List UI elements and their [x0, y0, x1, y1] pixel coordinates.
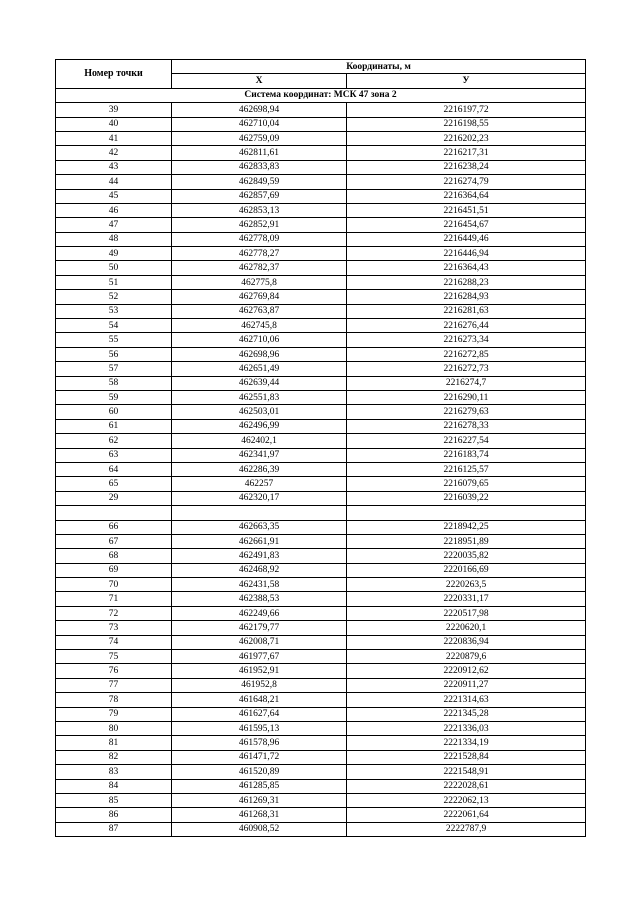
y-coordinate-cell: 2220879,6	[347, 650, 586, 664]
x-coordinate-cell: 462320,17	[172, 491, 347, 505]
x-coordinate-cell: 460908,52	[172, 822, 347, 836]
y-coordinate-cell: 2218951,89	[347, 534, 586, 548]
table-row	[56, 750, 586, 764]
table-row	[56, 131, 586, 145]
y-coordinate-cell: 2216364,64	[347, 189, 586, 203]
table-row	[56, 146, 586, 160]
y-coordinate-cell: 2216125,57	[347, 462, 586, 476]
point-number-cell: 50	[56, 261, 172, 275]
x-coordinate-cell: 462710,06	[172, 333, 347, 347]
point-number-cell: 46	[56, 203, 172, 217]
point-number-cell: 59	[56, 390, 172, 404]
point-number-cell: 70	[56, 578, 172, 592]
x-coordinate-cell: 461952,8	[172, 678, 347, 692]
y-coordinate-cell: 2221314,63	[347, 693, 586, 707]
x-coordinate-cell: 462778,09	[172, 232, 347, 246]
x-coordinate-cell: 462811,61	[172, 146, 347, 160]
y-coordinate-cell: 2216288,23	[347, 275, 586, 289]
x-coordinate-cell: 461627,64	[172, 707, 347, 721]
table-row	[56, 678, 586, 692]
x-coordinate-cell: 462852,91	[172, 218, 347, 232]
y-coordinate-cell: 2216284,93	[347, 290, 586, 304]
y-coordinate-cell: 2216202,23	[347, 131, 586, 145]
table-row	[56, 448, 586, 462]
table-row	[56, 578, 586, 592]
point-number-cell: 43	[56, 160, 172, 174]
point-number-cell: 29	[56, 491, 172, 505]
empty-cell	[347, 506, 586, 520]
y-coordinate-cell: 2220331,17	[347, 592, 586, 606]
empty-cell	[56, 506, 172, 520]
x-coordinate-cell: 462661,91	[172, 534, 347, 548]
table-row	[56, 275, 586, 289]
y-coordinate-cell: 2222061,64	[347, 808, 586, 822]
point-number-cell: 72	[56, 606, 172, 620]
y-coordinate-cell: 2216197,72	[347, 103, 586, 117]
x-coordinate-cell: 462857,69	[172, 189, 347, 203]
point-number-cell: 47	[56, 218, 172, 232]
x-coordinate-cell: 462286,39	[172, 462, 347, 476]
x-coordinate-cell: 462503,01	[172, 405, 347, 419]
y-coordinate-cell: 2221548,91	[347, 765, 586, 779]
point-number-cell: 83	[56, 765, 172, 779]
y-coordinate-cell: 2216183,74	[347, 448, 586, 462]
y-coordinate-cell: 2216446,94	[347, 247, 586, 261]
table-row	[56, 347, 586, 361]
x-coordinate-cell: 461977,67	[172, 650, 347, 664]
point-number-cell: 67	[56, 534, 172, 548]
y-coordinate-cell: 2216279,63	[347, 405, 586, 419]
x-coordinate-cell: 462402,1	[172, 434, 347, 448]
point-number-cell: 52	[56, 290, 172, 304]
x-coordinate-cell: 462431,58	[172, 578, 347, 592]
point-number-cell: 68	[56, 549, 172, 563]
y-coordinate-cell: 2216281,63	[347, 304, 586, 318]
point-number-cell: 65	[56, 477, 172, 491]
x-coordinate-cell: 462775,8	[172, 275, 347, 289]
y-coordinate-cell: 2216273,34	[347, 333, 586, 347]
table-row	[56, 462, 586, 476]
point-number-cell: 40	[56, 117, 172, 131]
point-number-cell: 39	[56, 103, 172, 117]
y-coordinate-cell: 2216274,7	[347, 376, 586, 390]
y-coordinate-cell: 2220166,69	[347, 563, 586, 577]
table-row	[56, 765, 586, 779]
point-number-cell: 53	[56, 304, 172, 318]
x-coordinate-cell: 462833,83	[172, 160, 347, 174]
x-coordinate-cell: 461285,85	[172, 779, 347, 793]
point-number-cell: 51	[56, 275, 172, 289]
y-coordinate-cell: 2220517,98	[347, 606, 586, 620]
y-coordinate-cell: 2216272,73	[347, 362, 586, 376]
point-number-cell: 73	[56, 621, 172, 635]
point-number-cell: 85	[56, 793, 172, 807]
y-coordinate-cell: 2220035,82	[347, 549, 586, 563]
x-coordinate-cell: 462388,53	[172, 592, 347, 606]
y-coordinate-cell: 2221334,19	[347, 736, 586, 750]
table-row	[56, 779, 586, 793]
x-coordinate-cell: 461268,31	[172, 808, 347, 822]
coordinates-header: Координаты, м	[172, 60, 586, 74]
table-row	[56, 664, 586, 678]
table-row	[56, 534, 586, 548]
point-number-cell: 56	[56, 347, 172, 361]
point-number-cell: 58	[56, 376, 172, 390]
point-number-cell: 57	[56, 362, 172, 376]
x-coordinate-cell: 462491,83	[172, 549, 347, 563]
y-coordinate-cell: 2222787,9	[347, 822, 586, 836]
table-row	[56, 563, 586, 577]
point-number-cell: 48	[56, 232, 172, 246]
y-coordinate-cell: 2220836,94	[347, 635, 586, 649]
point-number-cell: 63	[56, 448, 172, 462]
x-coordinate-cell: 462341,97	[172, 448, 347, 462]
y-coordinate-cell: 2222028,61	[347, 779, 586, 793]
y-coordinate-cell: 2220263,5	[347, 578, 586, 592]
table-row	[56, 261, 586, 275]
point-number-cell: 77	[56, 678, 172, 692]
x-coordinate-cell: 462551,83	[172, 390, 347, 404]
y-coordinate-cell: 2216227,54	[347, 434, 586, 448]
table-row	[56, 707, 586, 721]
y-coordinate-cell: 2216290,11	[347, 390, 586, 404]
y-coordinate-cell: 2216451,51	[347, 203, 586, 217]
point-number-cell: 84	[56, 779, 172, 793]
coordinate-system-label: Система координат: МСК 47 зона 2	[56, 88, 586, 102]
point-number-cell: 71	[56, 592, 172, 606]
point-number-cell: 86	[56, 808, 172, 822]
x-coordinate-cell: 462257	[172, 477, 347, 491]
table-row	[56, 491, 586, 505]
x-coordinate-cell: 462249,66	[172, 606, 347, 620]
table-row	[56, 549, 586, 563]
x-coordinate-cell: 462782,37	[172, 261, 347, 275]
table-row	[56, 721, 586, 735]
table-row	[56, 290, 586, 304]
y-coordinate-cell: 2222062,13	[347, 793, 586, 807]
table-row	[56, 376, 586, 390]
table-row	[56, 808, 586, 822]
y-coordinate-cell: 2221528,84	[347, 750, 586, 764]
y-coordinate-cell: 2216039,22	[347, 491, 586, 505]
table-row	[56, 218, 586, 232]
x-coordinate-cell: 462769,84	[172, 290, 347, 304]
y-coordinate-cell: 2216454,67	[347, 218, 586, 232]
point-number-cell: 49	[56, 247, 172, 261]
x-coordinate-cell: 461648,21	[172, 693, 347, 707]
table-row	[56, 822, 586, 836]
y-coordinate-cell: 2216276,44	[347, 319, 586, 333]
table-row	[56, 606, 586, 620]
point-number-cell: 42	[56, 146, 172, 160]
point-number-cell: 44	[56, 175, 172, 189]
point-number-cell: 69	[56, 563, 172, 577]
table-row	[56, 434, 586, 448]
x-coordinate-cell: 462639,44	[172, 376, 347, 390]
table-row	[56, 477, 586, 491]
table-row	[56, 736, 586, 750]
x-coordinate-cell: 462468,92	[172, 563, 347, 577]
table-row	[56, 319, 586, 333]
x-coordinate-cell: 462763,87	[172, 304, 347, 318]
table-row	[56, 635, 586, 649]
point-number-cell: 79	[56, 707, 172, 721]
table-row	[56, 160, 586, 174]
y-column-header: У	[347, 74, 586, 88]
x-coordinate-cell: 461520,89	[172, 765, 347, 779]
point-number-cell: 87	[56, 822, 172, 836]
y-coordinate-cell: 2216238,24	[347, 160, 586, 174]
point-number-cell: 76	[56, 664, 172, 678]
group-separator-row	[56, 506, 586, 520]
point-number-cell: 54	[56, 319, 172, 333]
table-row	[56, 390, 586, 404]
x-coordinate-cell: 462698,94	[172, 103, 347, 117]
y-coordinate-cell: 2220912,62	[347, 664, 586, 678]
table-row	[56, 621, 586, 635]
point-number-cell: 64	[56, 462, 172, 476]
x-coordinate-cell: 462759,09	[172, 131, 347, 145]
x-coordinate-cell: 462745,8	[172, 319, 347, 333]
point-number-cell: 61	[56, 419, 172, 433]
table-row	[56, 405, 586, 419]
coordinates-table	[55, 59, 586, 837]
x-coordinate-cell: 462179,77	[172, 621, 347, 635]
table-row	[56, 247, 586, 261]
table-row	[56, 117, 586, 131]
x-coordinate-cell: 461578,96	[172, 736, 347, 750]
x-coordinate-cell: 461471,72	[172, 750, 347, 764]
y-coordinate-cell: 2216364,43	[347, 261, 586, 275]
table-row	[56, 333, 586, 347]
point-number-header: Номер точки	[56, 60, 172, 89]
y-coordinate-cell: 2216079,65	[347, 477, 586, 491]
table-row	[56, 203, 586, 217]
table-row	[56, 650, 586, 664]
point-number-cell: 62	[56, 434, 172, 448]
y-coordinate-cell: 2216274,79	[347, 175, 586, 189]
x-coordinate-cell: 462651,49	[172, 362, 347, 376]
table-row	[56, 304, 586, 318]
point-number-cell: 82	[56, 750, 172, 764]
point-number-cell: 81	[56, 736, 172, 750]
x-column-header: X	[172, 74, 347, 88]
y-coordinate-cell: 2216272,85	[347, 347, 586, 361]
point-number-cell: 66	[56, 520, 172, 534]
table-row	[56, 362, 586, 376]
y-coordinate-cell: 2218942,25	[347, 520, 586, 534]
y-coordinate-cell: 2221345,28	[347, 707, 586, 721]
point-number-cell: 78	[56, 693, 172, 707]
x-coordinate-cell: 462008,71	[172, 635, 347, 649]
y-coordinate-cell: 2220911,27	[347, 678, 586, 692]
point-number-cell: 60	[56, 405, 172, 419]
point-number-cell: 41	[56, 131, 172, 145]
x-coordinate-cell: 461269,31	[172, 793, 347, 807]
x-coordinate-cell: 461595,13	[172, 721, 347, 735]
x-coordinate-cell: 462778,27	[172, 247, 347, 261]
table-row	[56, 419, 586, 433]
point-number-cell: 45	[56, 189, 172, 203]
table-row	[56, 693, 586, 707]
x-coordinate-cell: 462849,59	[172, 175, 347, 189]
y-coordinate-cell: 2220620,1	[347, 621, 586, 635]
point-number-cell: 80	[56, 721, 172, 735]
table-row	[56, 103, 586, 117]
x-coordinate-cell: 462710,04	[172, 117, 347, 131]
x-coordinate-cell: 462698,96	[172, 347, 347, 361]
x-coordinate-cell: 462663,35	[172, 520, 347, 534]
x-coordinate-cell: 462853,13	[172, 203, 347, 217]
table-row	[56, 175, 586, 189]
x-coordinate-cell: 462496,99	[172, 419, 347, 433]
x-coordinate-cell: 461952,91	[172, 664, 347, 678]
y-coordinate-cell: 2216278,33	[347, 419, 586, 433]
y-coordinate-cell: 2216198,55	[347, 117, 586, 131]
table-row	[56, 189, 586, 203]
y-coordinate-cell: 2216449,46	[347, 232, 586, 246]
table-row	[56, 520, 586, 534]
point-number-cell: 55	[56, 333, 172, 347]
table-row	[56, 592, 586, 606]
y-coordinate-cell: 2221336,03	[347, 721, 586, 735]
point-number-cell: 75	[56, 650, 172, 664]
y-coordinate-cell: 2216217,31	[347, 146, 586, 160]
table-row	[56, 793, 586, 807]
point-number-cell: 74	[56, 635, 172, 649]
empty-cell	[172, 506, 347, 520]
table-row	[56, 232, 586, 246]
